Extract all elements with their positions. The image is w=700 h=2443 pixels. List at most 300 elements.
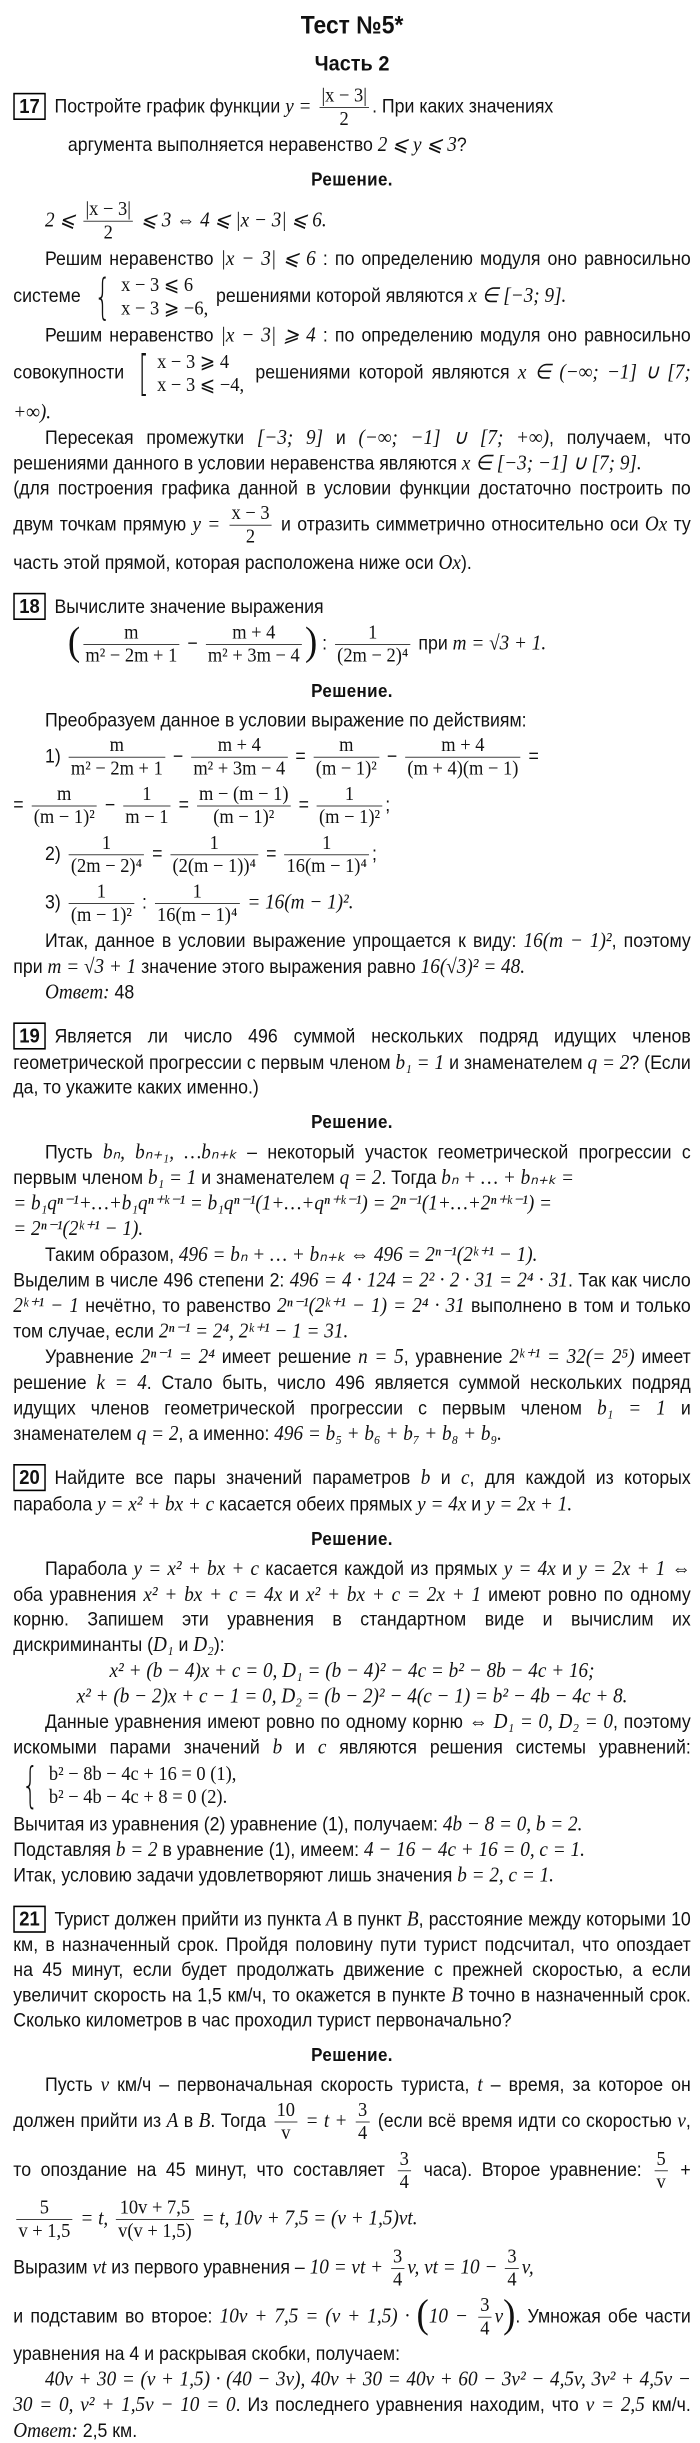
text-run: : <box>137 891 152 914</box>
text-run: , поэтому искомыми парами значений <box>13 1711 691 1759</box>
text-run: − <box>167 745 189 768</box>
math-expression: x ∈ (−∞; −1] ∪ [7; +∞). <box>13 360 691 424</box>
large-parenthesis: ) <box>503 2291 516 2336</box>
math-expression: (−∞; −1] ∪ [7; +∞) <box>358 425 550 449</box>
math-expression: 4b − 8 = 0, b = 2. <box>442 1812 583 1836</box>
fraction-denominator: (2m − 2)⁴ <box>337 644 409 667</box>
fraction-numerator: 1 <box>284 832 369 855</box>
problem-statement <box>13 1906 690 2033</box>
math-expression: A <box>326 1907 338 1931</box>
text-run: Решим неравенство <box>45 248 221 270</box>
math-expression: |x − 3| ⩾ 4 <box>220 323 316 347</box>
fraction-numerator: m + 4 <box>206 622 302 645</box>
fraction-denominator: 4 <box>507 2268 517 2291</box>
fraction-numerator: 3 <box>391 2246 405 2269</box>
fraction <box>274 2099 297 2145</box>
text-run: часа). Второе уравнение: <box>414 2159 652 2181</box>
equation-system <box>135 345 245 402</box>
fraction-denominator: 16(m − 1)⁴ <box>156 904 238 926</box>
problem-number-badge: 20 <box>13 1464 45 1491</box>
fraction-numerator: 10v + 7,5 <box>116 2197 194 2220</box>
math-expression: v, vt = 10 − <box>407 2255 503 2279</box>
fraction-denominator: v(v + 1,5) <box>118 2220 192 2242</box>
math-expression: c <box>460 1465 470 1489</box>
text-run: = <box>13 794 29 816</box>
solution-paragraph <box>13 830 690 879</box>
fraction-denominator: m² + 3m − 4 <box>193 757 286 780</box>
math-expression: B <box>198 2108 211 2132</box>
text-run: в пункт <box>337 1908 407 1931</box>
text-run: при <box>413 632 453 655</box>
solution-paragraph <box>13 246 690 323</box>
text-run: 3) <box>45 891 66 914</box>
solution-paragraph <box>13 1267 690 1344</box>
text-run: . Из последнего уравнения находим, что <box>235 2394 586 2416</box>
solution-paragraph <box>13 879 690 928</box>
math-expression: v <box>100 2072 110 2096</box>
solution-heading: Решение. <box>311 680 393 701</box>
text-run: Пусть <box>45 2074 101 2096</box>
fraction-denominator: (m + 4)(m − 1) <box>407 757 519 780</box>
text-run: : по определению модуля оно равносильно совокупности <box>13 324 691 384</box>
fraction <box>206 622 302 668</box>
text-run: аргумента выполняется неравенство <box>67 134 378 156</box>
fraction <box>505 2246 519 2292</box>
fraction-denominator: v <box>656 2171 666 2193</box>
fraction <box>397 2148 411 2194</box>
math-expression: b <box>420 1465 431 1489</box>
solution-paragraph <box>13 2072 690 2244</box>
math-expression: 496 = b₅ + b₆ + b₇ + b₈ + b₉. <box>274 1421 502 1445</box>
text-run: решениями которой являются <box>247 361 518 384</box>
math-expression: x ∈ [−3; −1] ∪ [7; 9]. <box>461 451 642 475</box>
math-expression: A <box>166 2108 179 2132</box>
text-run: (если всё время идти со скоростью <box>372 2110 678 2132</box>
text-run: , получаем, что решениями данного в условии неравенства являются <box>13 427 691 475</box>
fraction <box>356 2099 370 2145</box>
text-run: имеет решение <box>214 1346 359 1368</box>
text-run: в уравнение (1), имеем: <box>157 1839 364 1861</box>
text-run: . Тогда <box>381 1167 442 1189</box>
fraction-numerator: 3 <box>397 2148 411 2171</box>
math-expression: 2ⁿ⁻¹(2ᵏ⁺¹ − 1) = 2⁴ · 31 <box>277 1293 465 1317</box>
solution-paragraph <box>13 733 690 782</box>
solution-paragraph <box>13 1709 691 1814</box>
fraction-denominator: 2 <box>339 108 349 130</box>
fraction-denominator: v <box>281 2122 291 2144</box>
system-brace: { <box>94 268 112 325</box>
solution-paragraph <box>13 2366 690 2443</box>
text-run: км/ч. <box>644 2394 691 2416</box>
text-run: и знаменателем <box>13 1397 691 1445</box>
text-run: Вычитая из уравнения (2) уравнение (1), получаем: <box>13 1813 443 1836</box>
fraction <box>284 832 369 878</box>
solution-paragraph <box>13 1683 690 1709</box>
fraction-denominator: (m − 1)² <box>315 757 377 780</box>
solution-paragraph <box>13 1139 690 1190</box>
solution-paragraph <box>13 1556 690 1658</box>
math-expression: 496 = 4 · 124 = 2² · 2 · 31 = 2⁴ · 31 <box>289 1268 569 1292</box>
problem-statement <box>13 132 690 158</box>
equation-system <box>89 268 209 325</box>
problem-number-badge: 17 <box>13 93 45 120</box>
fraction-denominator: m − 1 <box>125 806 169 828</box>
math-expression: y = <box>285 94 317 118</box>
fraction-numerator: 1 <box>170 832 258 855</box>
text-run: , уравнение <box>403 1346 510 1368</box>
math-expression: bₙ, bₙ₊₁, …bₙ₊ₖ <box>102 1140 237 1164</box>
math-expression: y = <box>192 511 227 536</box>
fraction <box>319 85 369 131</box>
fraction-denominator: (2(m − 1))⁴ <box>172 855 256 877</box>
solution-paragraph <box>13 928 690 979</box>
math-expression: 2ᵏ⁺¹ = 32(= 2⁵) <box>509 1344 635 1368</box>
fraction <box>197 783 291 829</box>
math-expression: x² + bx + c = 2x + 1 <box>306 1582 482 1606</box>
fraction-denominator: 2 <box>245 525 256 548</box>
solution-paragraph <box>13 1344 690 1446</box>
system-rows <box>157 350 244 396</box>
solution-paragraph <box>13 782 690 831</box>
text-run: и знаменателем <box>196 1167 340 1189</box>
text-run: Найдите все пары значений параметров <box>54 1467 421 1489</box>
text-run: Данные уравнения имеют ровно по одному корню <box>45 1711 469 1733</box>
text-run: Итак, данное в условии выражение упрощается к виду: <box>45 930 524 952</box>
fraction-numerator: |x − 3| <box>83 198 133 221</box>
math-expression: = t + <box>300 2108 353 2132</box>
text-run: Пересекая промежутки <box>45 427 257 449</box>
math-expression: B <box>406 1907 419 1931</box>
system-row: x − 3 ⩾ −6, <box>121 297 209 320</box>
problem-number-badge: 19 <box>13 1022 45 1049</box>
solution-paragraph <box>13 1190 690 1216</box>
text-run: Парабола <box>45 1558 134 1580</box>
solution-paragraph <box>13 1216 690 1242</box>
fraction-denominator: 4 <box>480 2317 490 2340</box>
math-expression: v <box>494 2303 504 2328</box>
math-expression: Ox <box>438 550 461 574</box>
fraction-denominator: m² − 2m + 1 <box>70 757 163 780</box>
solution-heading: Решение. <box>311 1111 393 1132</box>
text-run: нечётно, то равенство <box>78 1295 278 1317</box>
math-expression: b <box>272 1735 283 1759</box>
text-run: ; <box>372 843 377 865</box>
text-run: и знаменателем <box>444 1052 588 1074</box>
fraction-numerator: 5 <box>16 2197 72 2220</box>
large-parenthesis: ( <box>416 2291 429 2336</box>
math-expression: 2 ⩽ y ⩽ 3 <box>377 132 457 156</box>
math-expression: = t, <box>75 2206 114 2230</box>
fraction-numerator: 10 <box>274 2099 297 2122</box>
text-run: имеет решение <box>13 1346 691 1394</box>
fraction-denominator: (2m − 2)⁴ <box>70 855 143 877</box>
math-expression: vt <box>92 2255 107 2279</box>
fraction-numerator: 3 <box>478 2294 492 2317</box>
math-expression: D₁ <box>153 1632 174 1656</box>
math-expression: y = 2x + 1 ⇔ <box>578 1556 691 1580</box>
text-run: . Умножая обе части уравнения на 4 и раскрывая скобки, получаем: <box>13 2305 691 2365</box>
text-run: в <box>178 2110 199 2132</box>
text-run: и <box>282 1584 307 1606</box>
math-expression: x² + (b − 4)x + c = 0, D₁ = (b − 4)² − 4c = b² − 8b − 4c + 16; <box>109 1658 595 1682</box>
solution-heading: Решение. <box>311 168 393 190</box>
text-run: оба уравнения <box>13 1584 144 1606</box>
fraction-numerator: |x − 3| <box>319 85 369 108</box>
text-run: Подставляя <box>13 1839 116 1861</box>
fraction-numerator: 1 <box>155 881 240 904</box>
answer-label: Ответ: <box>45 980 110 1004</box>
math-expression: 2ⁿ⁻¹ = 2⁴ <box>140 1344 215 1368</box>
system-brace: [ <box>138 345 150 402</box>
text-run: − <box>99 794 121 816</box>
math-expression: 16(m − 1)² <box>523 928 612 952</box>
fraction-denominator: 4 <box>392 2268 403 2291</box>
fraction-denominator: v + 1,5 <box>18 2220 71 2242</box>
fraction-numerator: 1 <box>335 622 411 645</box>
problem-statement <box>13 1464 690 1517</box>
text-run: : по определению модуля оно равносильно системе <box>13 248 691 307</box>
fraction <box>69 734 165 780</box>
fraction <box>155 881 240 927</box>
math-expression: 40v + 30 = (v + 1,5) · (40 − 3v), 40v + 30 = 40v + 60 − 3v² − 4,5v, 3v² + 4,5v − 30 = 0, v² + 1,5v − 10 = 0 <box>13 2367 691 2416</box>
problem-statement <box>13 593 690 620</box>
problem-20 <box>13 1464 690 1888</box>
text-run: Постройте график функции <box>54 95 286 118</box>
fraction <box>32 783 97 829</box>
fraction-numerator: m <box>83 622 179 645</box>
fraction-numerator: 1 <box>123 783 171 806</box>
math-expression: q = 2 <box>339 1165 382 1189</box>
math-expression: ⩽ 3 ⇔ 4 ⩽ |x − 3| ⩽ 6. <box>136 207 327 232</box>
fraction <box>478 2294 492 2340</box>
math-expression: 2 ⩽ <box>45 207 81 232</box>
fraction <box>69 832 145 878</box>
text-run: + <box>670 2159 691 2181</box>
text-run: . Тогда <box>210 2110 272 2132</box>
fraction-numerator: 5 <box>654 2148 668 2171</box>
math-expression: q = 2 <box>587 1050 630 1074</box>
solution-paragraph <box>13 1658 690 1684</box>
fraction <box>69 881 134 927</box>
fraction-denominator: m² − 2m + 1 <box>85 644 178 667</box>
problem-statement <box>13 83 690 132</box>
problem-list <box>13 83 690 2443</box>
text-run: Пусть <box>45 1141 103 1164</box>
text-run: и <box>466 1493 487 1516</box>
math-expression: q = 2 <box>136 1421 179 1445</box>
math-expression: 4 − 16 − 4c + 16 = 0, c = 1. <box>363 1837 585 1861</box>
text-run: Турист должен прийти из пункта <box>54 1908 327 1931</box>
system-brace: { <box>21 1757 39 1814</box>
text-run: : <box>317 632 333 655</box>
fraction-numerator: m <box>69 734 165 757</box>
problem-number-badge: 21 <box>13 1906 45 1933</box>
text-run: являются решения системы уравнений: <box>326 1736 691 1759</box>
problem-statement <box>13 1022 690 1100</box>
text-run: ; <box>385 794 391 816</box>
fraction <box>391 2246 405 2292</box>
text-run: Выразим <box>13 2256 93 2279</box>
text-run: Является ли число 496 суммой нескольких подряд идущих членов геометрической прогрессии с первым членом <box>13 1025 691 1074</box>
fraction-denominator: 16(m − 1)⁴ <box>286 855 367 877</box>
fraction-numerator: m + 4 <box>405 734 520 757</box>
math-expression: = 16(m − 1)². <box>242 890 354 914</box>
text-run: 1) <box>45 745 66 768</box>
fraction-numerator: m + 4 <box>191 734 287 757</box>
fraction-numerator: 1 <box>69 832 145 855</box>
text-run: = <box>293 794 314 816</box>
math-expression: bₙ + … + bₙ₊ₖ = <box>441 1165 574 1189</box>
math-expression: [−3; 9] <box>256 425 324 449</box>
problem-21 <box>13 1906 690 2443</box>
math-expression: v, <box>521 2255 534 2279</box>
text-run: 2) <box>45 843 66 865</box>
math-expression: y = 4x <box>417 1492 467 1516</box>
fraction-denominator: (m − 1)² <box>70 904 132 926</box>
text-run: 48 <box>109 981 135 1004</box>
math-expression: |x − 3| ⩽ 6 <box>220 246 316 270</box>
solution-heading: Решение. <box>311 1528 393 1549</box>
problem-18 <box>13 593 690 1005</box>
text-run: Вычислите значение выражения <box>54 596 324 618</box>
problem-19 <box>13 1022 690 1446</box>
text-run: Уравнение <box>45 1346 141 1368</box>
math-expression: 16(√3)² = 48. <box>420 954 526 978</box>
math-expression: c <box>317 1735 327 1759</box>
fraction <box>16 2197 72 2243</box>
text-run: и <box>173 1634 194 1656</box>
text-run: − <box>182 632 203 655</box>
fraction-numerator: 1 <box>69 881 134 904</box>
large-parenthesis: ( <box>67 618 81 664</box>
math-expression: y = 2x + 1. <box>486 1492 573 1516</box>
test-title: Тест №5* <box>300 11 404 40</box>
text-run: ? <box>456 134 467 156</box>
math-expression: x ∈ [−3; 9]. <box>468 283 567 307</box>
text-run: . Стало быть, число 496 является суммой нескольких подряд идущих членов геометрической прогрессии с первым членом <box>13 1372 691 1420</box>
text-run: = <box>261 843 282 865</box>
math-expression: Ox <box>644 511 668 536</box>
math-expression: 10v + 7,5 = (v + 1,5) · <box>219 2303 417 2328</box>
system-row: x − 3 ⩽ −4, <box>157 374 245 396</box>
math-expression: y = x² + bx + c <box>97 1492 215 1516</box>
fraction-numerator: m <box>32 783 97 806</box>
fraction-denominator: 2 <box>103 221 113 244</box>
solution-paragraph <box>13 1242 690 1268</box>
math-expression: y = x² + bx + c <box>133 1556 260 1580</box>
math-expression: m = √3 + 1 <box>47 954 137 978</box>
text-run: . При каких значениях <box>372 95 554 118</box>
math-expression: x² + (b − 2)x + c − 1 = 0, D₂ = (b − 2)² − 4(c − 1) = b² − 4b − 4c + 8. <box>76 1684 628 1708</box>
part-heading: Часть 2 <box>314 51 390 76</box>
system-row: x − 3 ⩽ 6 <box>121 274 194 296</box>
system-rows <box>49 1762 237 1808</box>
math-expression: 2ᵏ⁺¹ − 1 <box>13 1293 79 1317</box>
text-run: , то опоздание на 45 минут, что составляет <box>13 2110 691 2181</box>
problem-number-badge: 18 <box>13 593 45 620</box>
math-expression: = b₁qⁿ⁻¹+…+b₁qⁿ⁺ᵏ⁻¹ = b₁qⁿ⁻¹(1+…+qⁿ⁺ᵏ⁻¹) = 2ⁿ⁻¹(1+…+2ⁿ⁺ᵏ⁻¹) = <box>13 1191 552 1215</box>
solution-paragraph <box>13 476 690 575</box>
fraction-denominator: 4 <box>357 2122 368 2144</box>
fraction-numerator: 1 <box>317 783 382 806</box>
math-expression: b₁ = 1 <box>147 1165 197 1189</box>
fraction-denominator: 4 <box>399 2171 409 2193</box>
math-expression: 10 = vt + <box>309 2255 388 2279</box>
math-expression: 10 − <box>428 2303 476 2328</box>
text-run: , а именно: <box>178 1423 275 1445</box>
text-run: = <box>523 745 539 768</box>
fraction <box>314 734 379 780</box>
text-run: , поэтому при <box>13 930 691 978</box>
math-expression: m = √3 + 1. <box>452 631 547 655</box>
solution-paragraph <box>13 2244 690 2293</box>
text-run: и <box>282 1736 318 1759</box>
text-run: точно в назначенный срок. Сколько километров в час проходил турист первоначально? <box>13 1984 691 2032</box>
text-run: , для каждой из которых парабола <box>13 1467 691 1516</box>
text-run: и отразить симметрично относительно оси <box>274 513 645 536</box>
math-expression: x² + bx + c = 4x <box>143 1582 283 1606</box>
fraction-numerator: 3 <box>505 2246 519 2269</box>
text-run: решениями которой являются <box>211 285 469 307</box>
system-row: b² − 4b − 4c + 8 = 0 (2). <box>48 1786 228 1808</box>
fraction <box>335 622 411 668</box>
text-run: значение этого выражения равно <box>136 956 421 978</box>
fraction <box>83 198 133 244</box>
fraction-denominator: (m − 1)² <box>213 806 275 828</box>
text-run: 2,5 км. <box>77 2420 138 2442</box>
text-run: ). <box>460 552 472 574</box>
text-run: км/ч – первоначальная скорость туриста, <box>109 2074 478 2096</box>
fraction <box>123 783 171 829</box>
solution-paragraph <box>13 979 690 1005</box>
math-expression: t <box>477 2072 483 2096</box>
fraction-denominator: (m − 1)² <box>33 806 95 828</box>
fraction-numerator: m <box>314 734 379 757</box>
large-parenthesis: ) <box>304 618 318 664</box>
text-run: и <box>555 1558 579 1580</box>
fraction <box>654 2148 668 2194</box>
math-expression: k = 4 <box>96 1370 147 1394</box>
math-expression: v <box>677 2108 686 2132</box>
text-run: Итак, условию задачи удовлетворяют лишь значения <box>13 1864 458 1887</box>
math-expression: b = 2, c = 1. <box>457 1863 554 1887</box>
text-run: Решим неравенство <box>45 324 221 347</box>
math-expression: = 2ⁿ⁻¹(2ᵏ⁺¹ − 1). <box>13 1216 144 1240</box>
solution-paragraph <box>13 1811 690 1837</box>
solution-paragraph <box>13 708 690 733</box>
text-run: Выделим в числе 496 степени 2: <box>13 1269 290 1292</box>
problem-17 <box>13 83 690 575</box>
text-run: − <box>382 745 403 768</box>
fraction <box>170 832 258 878</box>
fraction <box>83 622 179 668</box>
solution-paragraph <box>13 1837 690 1863</box>
text-run: – время, за которое он должен прийти из <box>13 2074 691 2132</box>
system-row: b² − 8b − 4c + 16 = 0 (1), <box>48 1763 237 1785</box>
fraction-denominator: m² + 3m − 4 <box>207 644 300 667</box>
math-expression: ⇔ D₁ = 0, D₂ = 0 <box>468 1709 613 1733</box>
math-expression: B <box>451 1983 464 2007</box>
solution-paragraph <box>13 322 690 424</box>
answer-label: Ответ: <box>13 2418 78 2442</box>
math-expression: b₁ = 1 <box>597 1396 666 1420</box>
fraction <box>317 783 382 829</box>
text-run: имеют ровно по одному корню. Запишем эти уравнения в стандартном виде и вычислим их дискриминанты ( <box>13 1584 691 1656</box>
text-run: касается обеих прямых <box>214 1493 418 1516</box>
text-run: – некоторый участок геометрической прогрессии с первым членом <box>13 1141 691 1189</box>
text-run: ту часть этой прямой, которая расположена ниже оси <box>13 513 691 574</box>
text-run: ): <box>213 1634 225 1656</box>
